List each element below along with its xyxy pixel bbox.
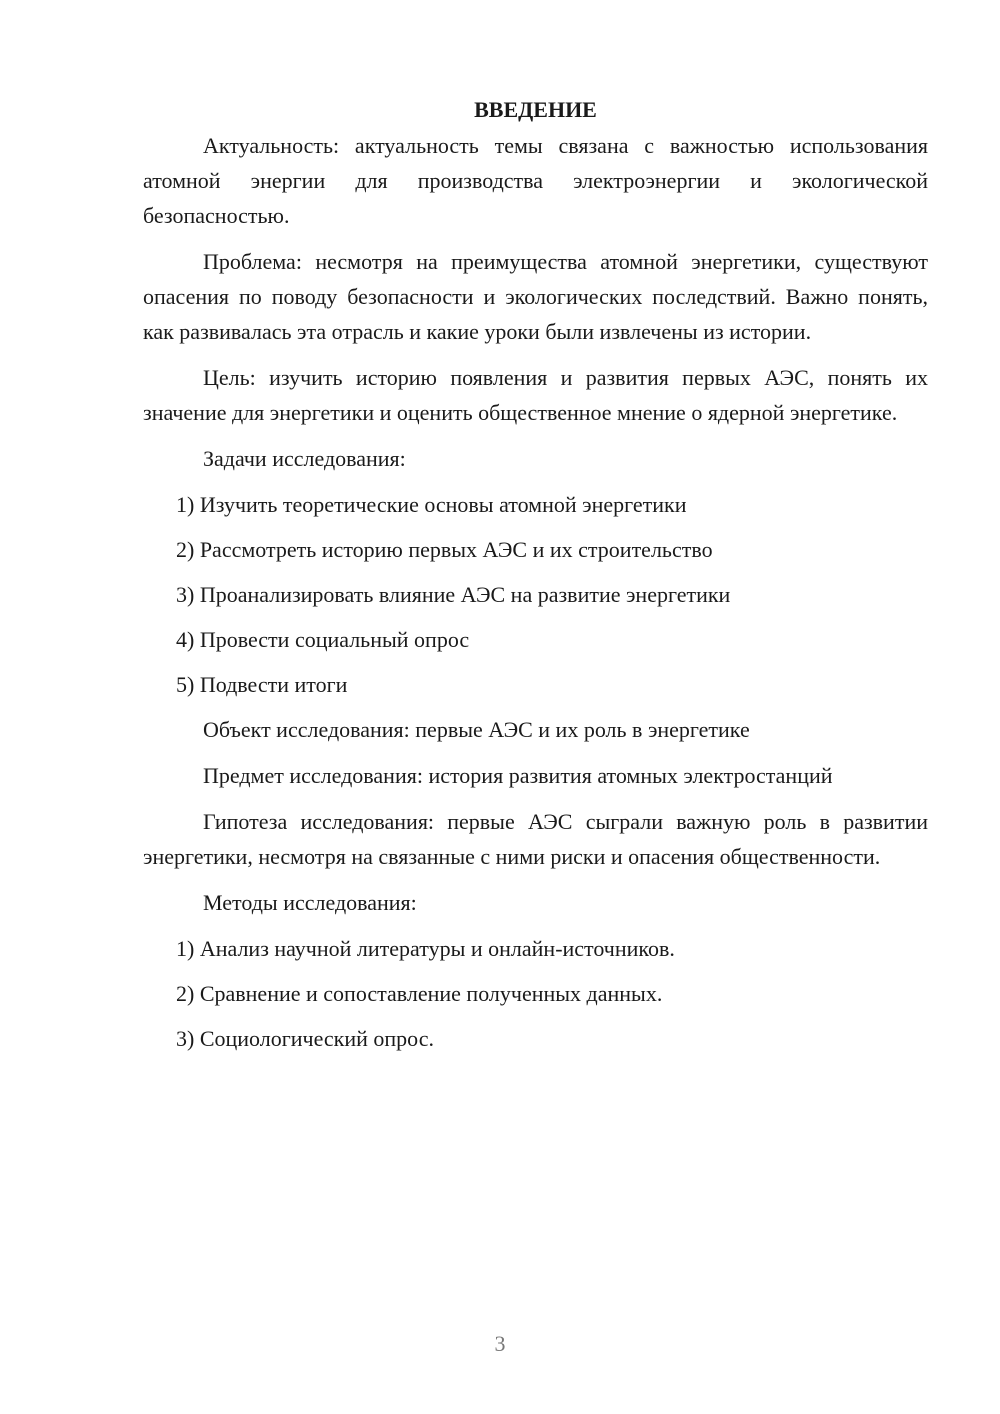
tasks-list [143, 487, 928, 702]
list-item: 2) Сравнение и сопоставление полученных данных. [176, 981, 663, 1006]
page-number: 3 [494, 1331, 506, 1356]
object-paragraph: Объект исследования: первые АЭС и их роль в энергетике [203, 717, 750, 742]
list-item: 5) Подвести итоги [176, 672, 348, 697]
tasks-heading: Задачи исследования: [203, 446, 406, 471]
subject-paragraph: Предмет исследования: история развития атомных электростанций [203, 763, 833, 788]
methods-list [143, 931, 928, 1056]
list-item: 3) Социологический опрос. [176, 1026, 434, 1051]
list-item: 4) Провести социальный опрос [176, 627, 470, 652]
list-item: 3) Проанализировать влияние АЭС на развитие энергетики [176, 582, 731, 607]
goal-paragraph: Цель: изучить историю появления и развития первых АЭС, понять их значение для энергетики и оценить общественное мнение о ядерной энергетике. [143, 365, 928, 425]
page-content [143, 92, 928, 1066]
list-item: 2) Рассмотреть историю первых АЭС и их строительство [176, 537, 713, 562]
problem-paragraph: Проблема: несмотря на преимущества атомной энергетики, существуют опасения по поводу безопасности и экологических последствий. Важно понять, как развивалась эта отрасль и какие уроки были извлечены из истории. [143, 249, 928, 344]
methods-heading: Методы исследования: [203, 890, 417, 915]
page-title: ВВЕДЕНИЕ [474, 97, 597, 122]
list-item: 1) Анализ научной литературы и онлайн-источников. [176, 936, 675, 961]
hypothesis-paragraph: Гипотеза исследования: первые АЭС сыграли важную роль в развитии энергетики, несмотря на связанные с ними риски и опасения общественности. [143, 809, 928, 869]
list-item: 1) Изучить теоретические основы атомной энергетики [176, 492, 687, 517]
relevance-paragraph: Актуальность: актуальность темы связана с важностью использования атомной энергии для производства электроэнергии и экологической безопасностью. [143, 133, 928, 228]
